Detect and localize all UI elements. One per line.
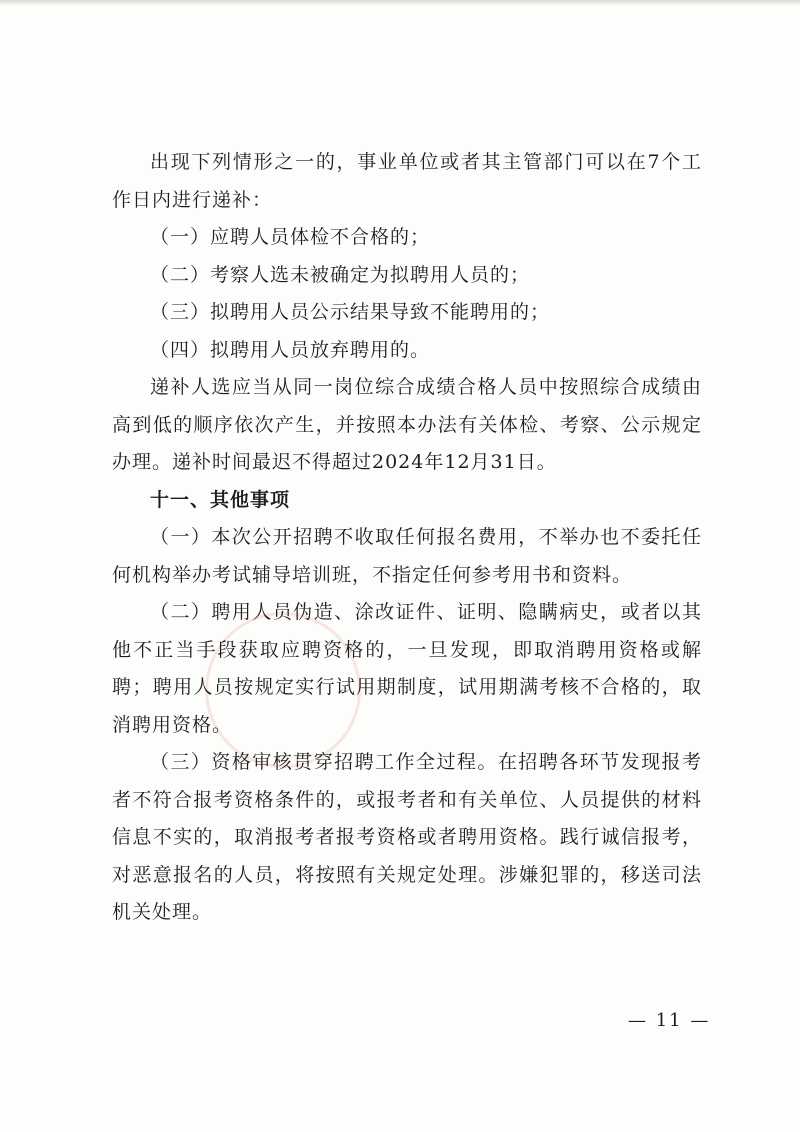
page-number: — 11 — (628, 1010, 711, 1031)
scan-edge-shadow (0, 0, 800, 6)
list-item-condition-4: （四）拟聘用人员放弃聘用的。 (150, 338, 431, 361)
section-heading-other-matters: 十一、其他事项 (150, 488, 291, 511)
document-body (112, 144, 702, 932)
paragraph-qualification-review: （三）资格审核贯穿招聘工作全过程。在招聘各环节发现报考者不符合报考资格条件的，或报考者和有关单位、人员提供的材料信息不实的，取消报考者报考资格或者聘用资格。践行诚信报考，对恶意报名的人员，将按照有关规定处理。涉嫌犯罪的，移送司法机关处理。 (112, 751, 702, 923)
list-item-condition-3: （三）拟聘用人员公示结果导致不能聘用的； (150, 301, 551, 323)
list-item-condition-1: （一）应聘人员体检不合格的； (150, 226, 431, 248)
paragraph-replacement-conditions: 出现下列情形之一的，事业单位或者其主管部门可以在7个工作日内进行递补： (112, 151, 702, 211)
paragraph-fraud-disqualification: （二）聘用人员伪造、涂改证件、证明、隐瞒病史，或者以其他不正当手段获取应聘资格的，一旦发现，即取消聘用资格或解聘；聘用人员按规定实行试用期制度，试用期满考核不合格的，取消聘用资格。 (112, 601, 702, 736)
paragraph-no-fees: （一）本次公开招聘不收取任何报名费用，不举办也不委托任何机构举办考试辅导培训班，不指定任何参考用书和资料。 (112, 526, 702, 586)
list-item-condition-2: （二）考察人选未被确定为拟聘用人员的； (150, 263, 531, 286)
paragraph-replacement-rules: 递补人选应当从同一岗位综合成绩合格人员中按照综合成绩由高到低的顺序依次产生，并按照本办法有关体检、考察、公示规定办理。递补时间最迟不得超过2024年12月31日。 (112, 376, 702, 473)
